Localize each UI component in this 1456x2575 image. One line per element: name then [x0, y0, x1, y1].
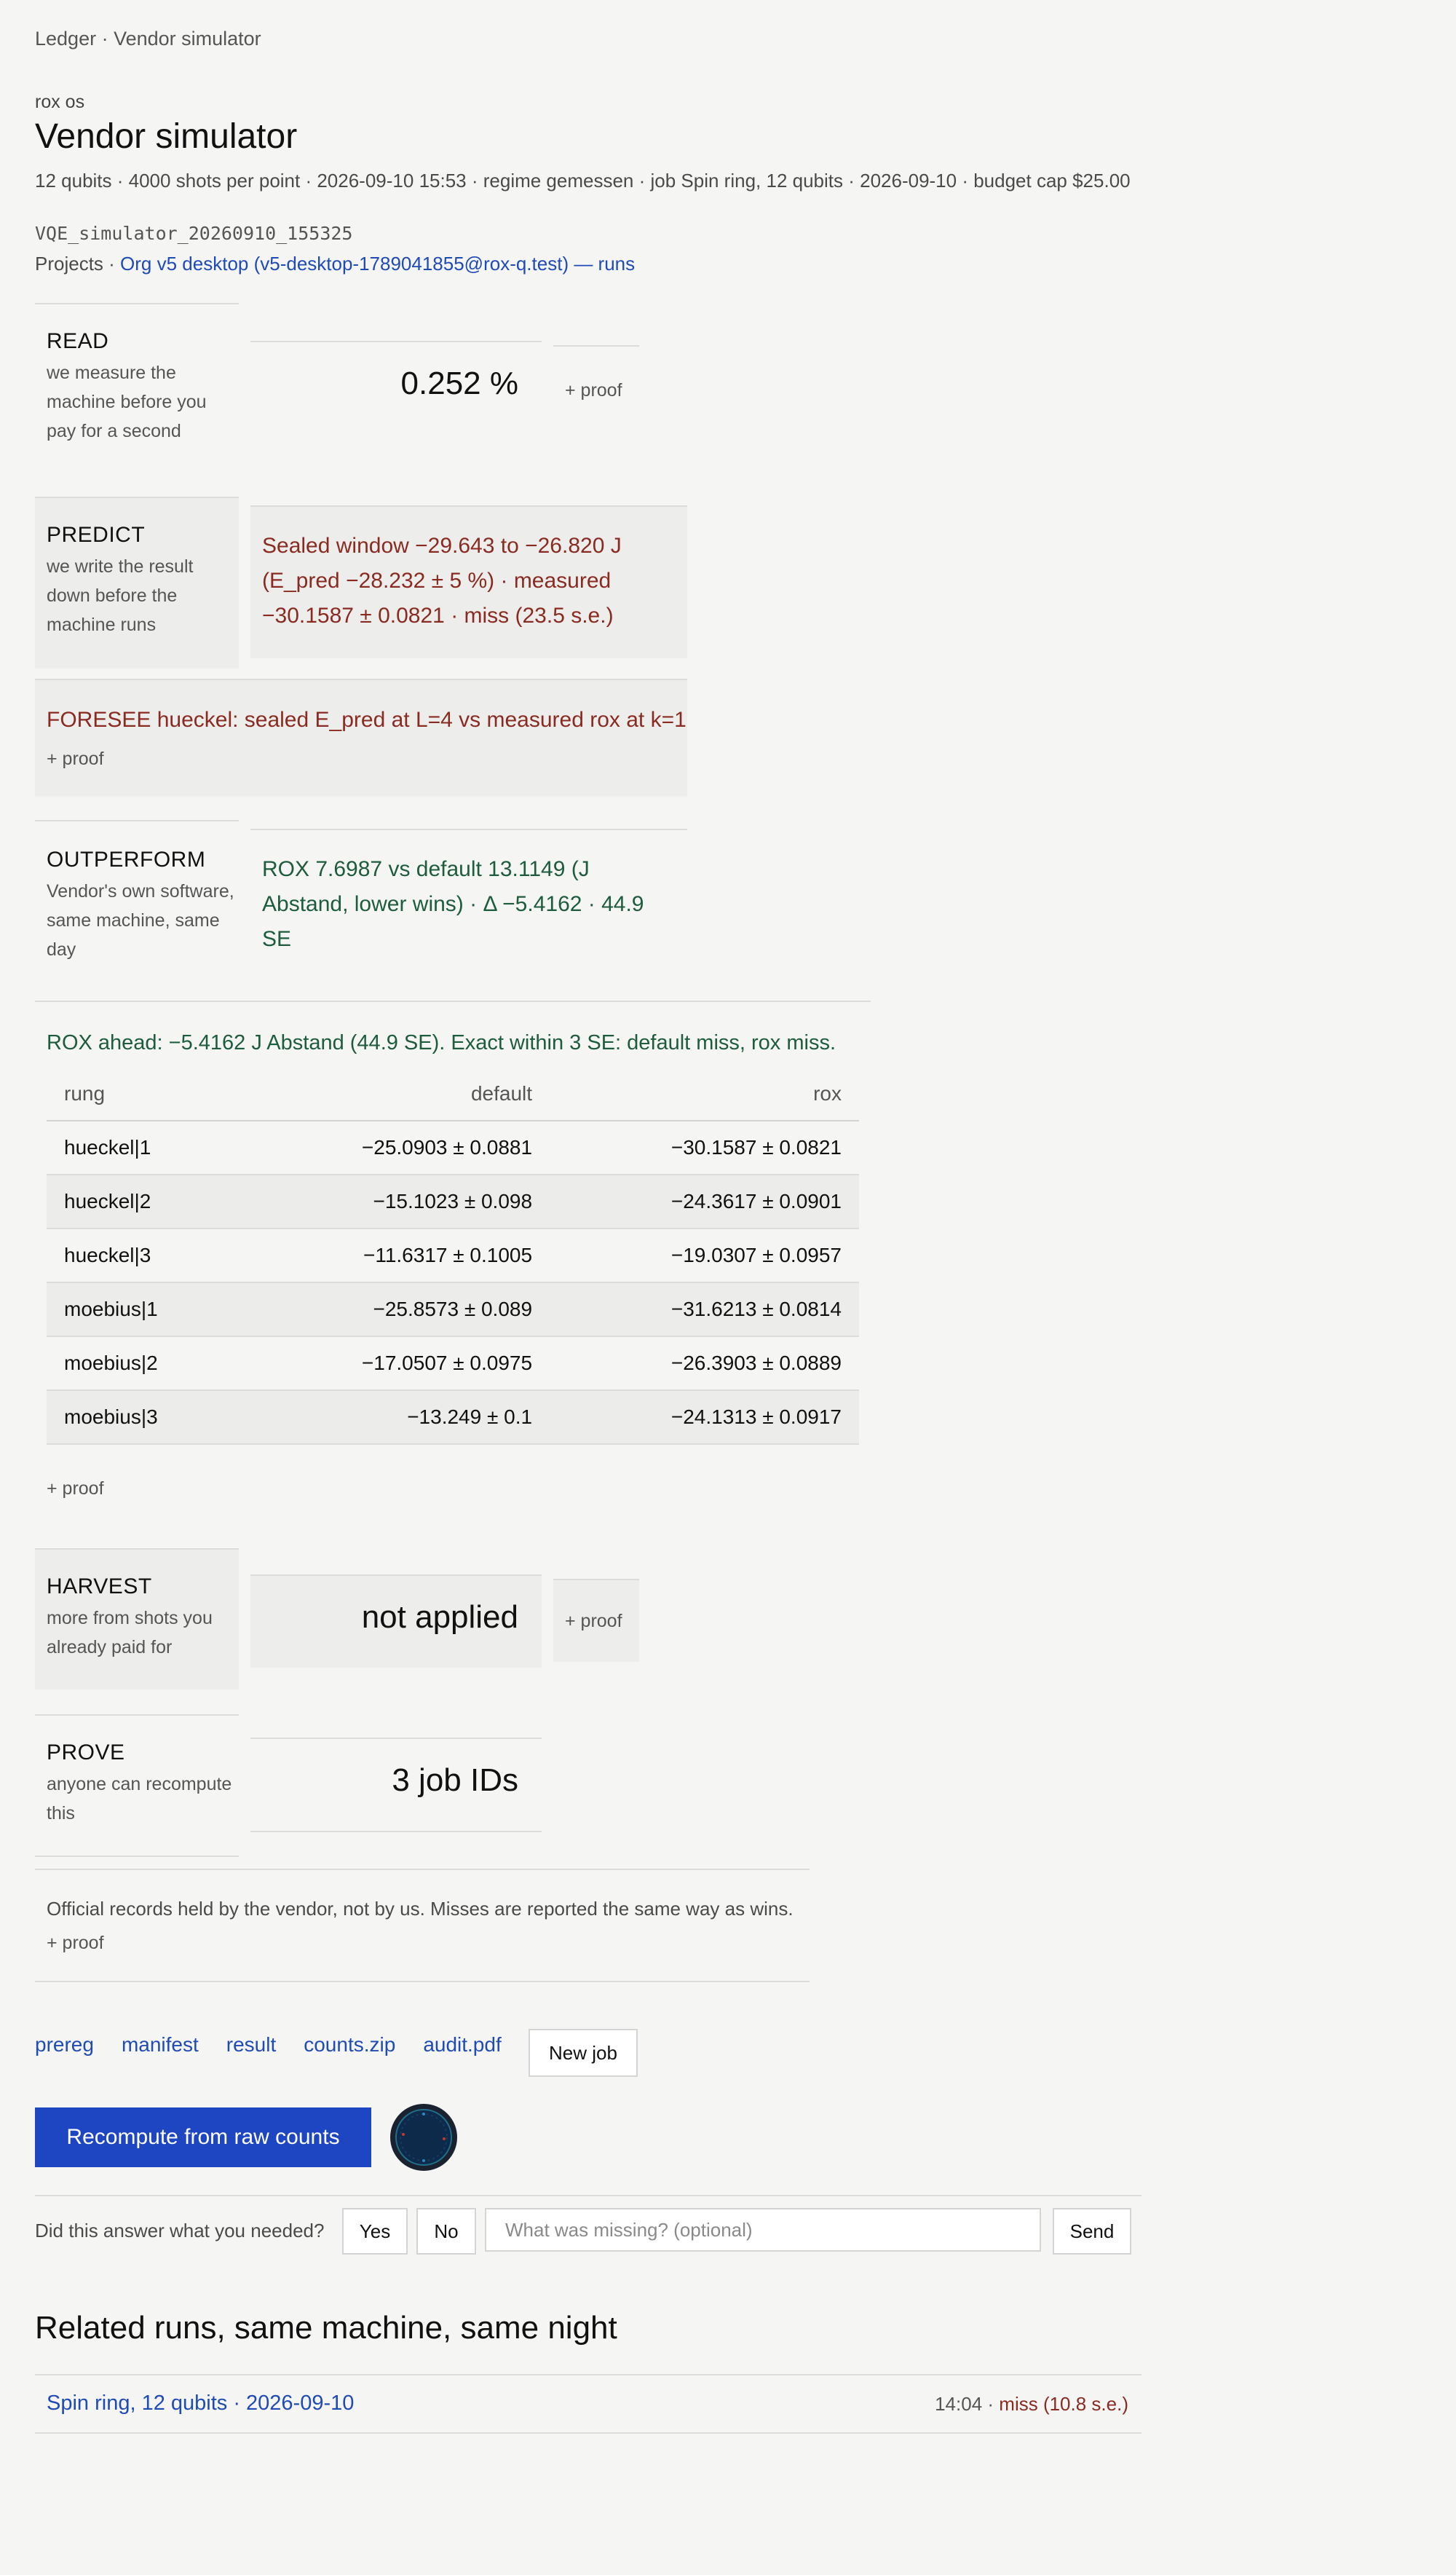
- harvest-heading: HARVEST: [47, 1574, 152, 1598]
- comparison-rule: [35, 1001, 871, 1002]
- read-desc: we measure the machine before you pay for a second: [47, 363, 207, 441]
- table-row: [47, 1229, 859, 1282]
- related-run-link[interactable]: Spin ring, 12 qubits · 2026-09-10: [47, 2391, 355, 2415]
- rox-cell: −24.3617 ± 0.0901: [550, 1175, 859, 1229]
- predict-desc: we write the result down before the machine runs: [47, 556, 194, 635]
- table-row: [47, 1175, 859, 1229]
- read-proof-rule: [553, 345, 639, 347]
- records-rule-bottom: [35, 1981, 810, 1982]
- predict-label: [47, 523, 236, 639]
- comparison-summary: ROX ahead: −5.4162 J Abstand (44.9 SE). Exact within 3 SE: default miss, rox miss.: [47, 1031, 836, 1054]
- read-proof-toggle[interactable]: + proof: [565, 380, 622, 401]
- rox-cell: −31.6213 ± 0.0814: [550, 1282, 859, 1336]
- rung-cell: hueckel|1: [47, 1121, 240, 1175]
- prove-rule-top: [35, 1714, 239, 1716]
- prereg-link[interactable]: prereg: [35, 2033, 94, 2056]
- foresee-panel: [35, 679, 687, 797]
- new-job-button[interactable]: New job: [529, 2029, 638, 2077]
- related-rule-bottom: [35, 2432, 1142, 2434]
- feedback-question: Did this answer what you needed?: [35, 2220, 325, 2241]
- counts-zip-link[interactable]: counts.zip: [304, 2033, 396, 2056]
- harvest-value: not applied: [361, 1599, 518, 1635]
- breadcrumb: Ledger · Vendor simulator: [35, 28, 261, 50]
- table-row: [47, 1336, 859, 1390]
- table-row: [47, 1282, 859, 1336]
- read-value: 0.252 %: [400, 366, 518, 401]
- feedback-no-button[interactable]: No: [416, 2208, 476, 2255]
- prove-desc: anyone can recompute this: [47, 1774, 232, 1823]
- feedback-send-button[interactable]: Send: [1053, 2208, 1131, 2255]
- related-run-status: [935, 2393, 1128, 2416]
- rox-cell: −19.0307 ± 0.0957: [550, 1229, 859, 1282]
- rung-cell: moebius|3: [47, 1390, 240, 1444]
- column-header-rung: rung: [47, 1068, 240, 1121]
- harvest-label: [47, 1574, 236, 1662]
- outperform-result: ROX 7.6987 vs default 13.1149 (J Abstand, lower wins) · Δ −5.4162 · 44.9 SE: [262, 857, 644, 951]
- rung-cell: moebius|2: [47, 1336, 240, 1390]
- outperform-label: [47, 848, 236, 964]
- prove-proof-toggle[interactable]: + proof: [47, 1933, 104, 1953]
- prove-value: 3 job IDs: [392, 1762, 518, 1798]
- rung-cell: moebius|1: [47, 1282, 240, 1336]
- foresee-text: FORESEE hueckel: sealed E_pred at L=4 vs measured rox at k=1: [47, 708, 687, 732]
- feedback-missing-input[interactable]: What was missing? (optional): [485, 2208, 1041, 2252]
- predict-result: Sealed window −29.643 to −26.820 J (E_pred −28.232 ± 5 %) · measured −30.1587 ± 0.0821 · miss (23.5 s.e.): [262, 534, 622, 628]
- default-cell: −15.1023 ± 0.098: [240, 1175, 550, 1229]
- default-cell: −13.249 ± 0.1: [240, 1390, 550, 1444]
- prove-value-rule-bottom: [250, 1831, 542, 1832]
- rox-cell: −26.3903 ± 0.0889: [550, 1336, 859, 1390]
- related-heading: Related runs, same machine, same night: [35, 2310, 617, 2346]
- prove-heading: PROVE: [47, 1740, 125, 1764]
- recompute-button[interactable]: Recompute from raw counts: [35, 2107, 371, 2167]
- run-meta: 12 qubits · 4000 shots per point · 2026-09-10 15:53 · regime gemessen · job Spin ring, 12 qubits · 2026-09-10 · budget cap $25.00: [35, 170, 1131, 192]
- column-header-default: default: [240, 1068, 550, 1121]
- outperform-result-rule: [250, 829, 687, 830]
- manifest-link[interactable]: manifest: [121, 2033, 199, 2056]
- feedback-yes-button[interactable]: Yes: [342, 2208, 408, 2255]
- run-id: VQE_simulator_20260910_155325: [35, 223, 353, 244]
- rox-cell: −24.1313 ± 0.0917: [550, 1390, 859, 1444]
- column-header-rox: rox: [550, 1068, 859, 1121]
- orbit-ring-icon: [389, 2102, 459, 2172]
- rung-cell: hueckel|3: [47, 1229, 240, 1282]
- rox-cell: −30.1587 ± 0.0821: [550, 1121, 859, 1175]
- page-title: Vendor simulator: [35, 117, 298, 156]
- read-heading: READ: [47, 329, 109, 353]
- default-cell: −17.0507 ± 0.0975: [240, 1336, 550, 1390]
- table-row: [47, 1390, 859, 1444]
- default-cell: −25.0903 ± 0.0881: [240, 1121, 550, 1175]
- related-run-verdict: miss (10.8 s.e.): [999, 2393, 1128, 2415]
- predict-heading: PREDICT: [47, 523, 146, 547]
- default-cell: −11.6317 ± 0.1005: [240, 1229, 550, 1282]
- org-name: rox os: [35, 92, 85, 112]
- records-note: Official records held by the vendor, not by us. Misses are reported the same way as wins.: [47, 1898, 794, 1920]
- harvest-desc: more from shots you already paid for: [47, 1608, 213, 1657]
- foresee-proof-toggle[interactable]: + proof: [47, 749, 104, 769]
- result-link[interactable]: result: [226, 2033, 277, 2056]
- projects-label: Projects ·: [35, 253, 115, 275]
- audit-pdf-link[interactable]: audit.pdf: [423, 2033, 502, 2056]
- outperform-proof-toggle[interactable]: + proof: [47, 1478, 104, 1499]
- feedback-rule: [35, 2195, 1142, 2196]
- read-label: [47, 329, 236, 446]
- table-header-row: [47, 1068, 859, 1121]
- related-rule-top: [35, 2374, 1142, 2375]
- prove-value-rule-top: [250, 1738, 542, 1739]
- read-rule: [35, 303, 239, 304]
- table-row: [47, 1121, 859, 1175]
- file-links: [35, 2033, 529, 2057]
- default-cell: −25.8573 ± 0.089: [240, 1282, 550, 1336]
- rung-cell: hueckel|2: [47, 1175, 240, 1229]
- related-run-time: 14:04 ·: [935, 2393, 994, 2415]
- records-rule-top: [35, 1869, 810, 1870]
- projects-runs-link[interactable]: Org v5 desktop (v5-desktop-1789041855@rox-q.test) — runs: [120, 253, 636, 275]
- outperform-desc: Vendor's own software, same machine, same day: [47, 881, 234, 960]
- prove-rule-bottom: [35, 1856, 239, 1857]
- read-value-rule: [250, 341, 542, 342]
- prove-label: [47, 1740, 236, 1828]
- harvest-proof-toggle[interactable]: + proof: [565, 1611, 622, 1631]
- projects-line: [35, 253, 635, 275]
- outperform-heading: OUTPERFORM: [47, 848, 206, 872]
- outperform-rule: [35, 820, 239, 821]
- comparison-table: [47, 1068, 859, 1445]
